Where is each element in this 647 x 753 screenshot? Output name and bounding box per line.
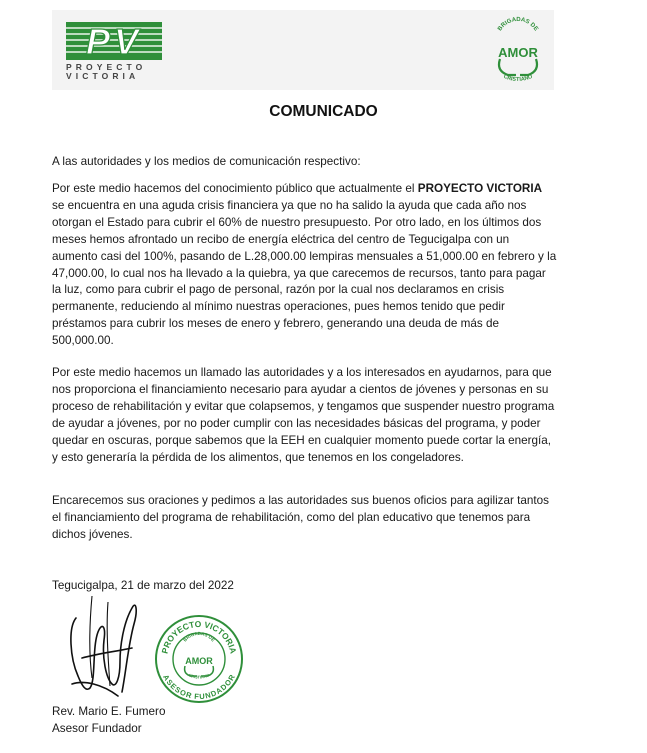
svg-text:CRISTIANO	[188, 672, 210, 679]
paragraph-2: Por este medio hacemos un llamado las autoridades y a los interesados en ayudarnos, para que nos proporciona el financiamiento necesario para ayudar a cientos de jóvenes y personas en su proceso de rehabilitación y evitar que colapsemos, y tengamos que suspender nuestro programa de ayudar a jóvenes, por no poder cumplir con las necesidades básicas del programa, y poder quedar en oscuras, porque sabemos que la EEH en cualquier momento puede cortar la energía, y esto generaría la pérdida de los alimentos, que tenemos en los congeladores.	[52, 366, 555, 464]
svg-text:CRISTIANO	[502, 74, 534, 83]
brigadas-de-amor-logo	[492, 15, 544, 87]
svg-text:BRIGADAS DE	[497, 17, 539, 32]
seal-hands-icon	[185, 666, 214, 676]
official-seal	[154, 614, 244, 704]
left-hand-icon	[499, 59, 516, 75]
paragraph-1	[52, 181, 557, 350]
letterhead	[52, 10, 554, 90]
greeting: A las autoridades y los medios de comunicación respectivo:	[52, 155, 361, 168]
paragraph-3: Encarecemos sus oraciones y pedimos a las autoridades sus buenos oficios para agilizar tantos el financiamiento del programa de rehabilitación, como del plan educativo que tenemos para dichos jóvenes.	[52, 494, 549, 541]
seal-bottom-text: ASESOR FUNDADOR	[161, 673, 237, 702]
paragraph-1-end: se encuentra en una aguda crisis financiera ya que no ha salido la ayuda que cada año nos otorgan el Estado para cubrir el 60% de nuestro presupuesto. Por otro lado, en los últimos dos meses hemos afrontado un recibo de energía eléctrica del centro de Tegucigalpa con un aumento casi del 100%, pasando de L.28,000.00 lempiras mensuales a 51,000.00 en febrero y la 47,000.00, lo cual nos ha llevado a la quiebra, ya que carecemos de recursos, tanto para pagar la luz, como para cubrir el pago de personal, razón por la cual nos declaramos en crisis permanente, reduciendo al mínimo nuestras operaciones, pues hemos tenido que pedir préstamos para cubrir los meses de enero y febrero, generando una deuda de más de 500,000.00.	[52, 198, 557, 348]
pv-logo-mark: PV	[85, 22, 143, 60]
document-title: COMUNICADO	[269, 103, 378, 120]
seal-inner-word: AMOR	[185, 656, 213, 666]
pv-logo-caption: PROYECTO VICTORIA	[66, 62, 147, 81]
seal-top-text: PROYECTO VICTORIA	[159, 618, 239, 655]
paragraph-1-start: Por este medio hacemos del conocimiento público que actualmente el	[52, 182, 418, 195]
seal-inner-bottom: CRISTIANO	[187, 672, 211, 680]
proyecto-victoria-logo	[66, 22, 162, 60]
date-line: Tegucigalpa, 21 de marzo del 2022	[52, 579, 234, 592]
signer-role: Asesor Fundador	[52, 722, 142, 735]
svg-text:PROYECTO VICTORIA	[159, 619, 238, 655]
amor-logo-word: AMOR	[498, 45, 538, 60]
amor-logo-top-text: BRIGADAS DE	[497, 16, 539, 33]
seal-inner-top: BRIGADAS DE	[182, 630, 216, 643]
handwritten-signature	[62, 588, 140, 706]
signer-name: Rev. Mario E. Fumero	[52, 705, 166, 718]
svg-text:BRIGADAS DE	[182, 631, 215, 643]
amor-logo-bottom-text: CRISTIANO	[502, 73, 534, 83]
paragraph-1-bold: PROYECTO VICTORIA	[417, 182, 543, 195]
right-hand-icon	[520, 59, 537, 75]
